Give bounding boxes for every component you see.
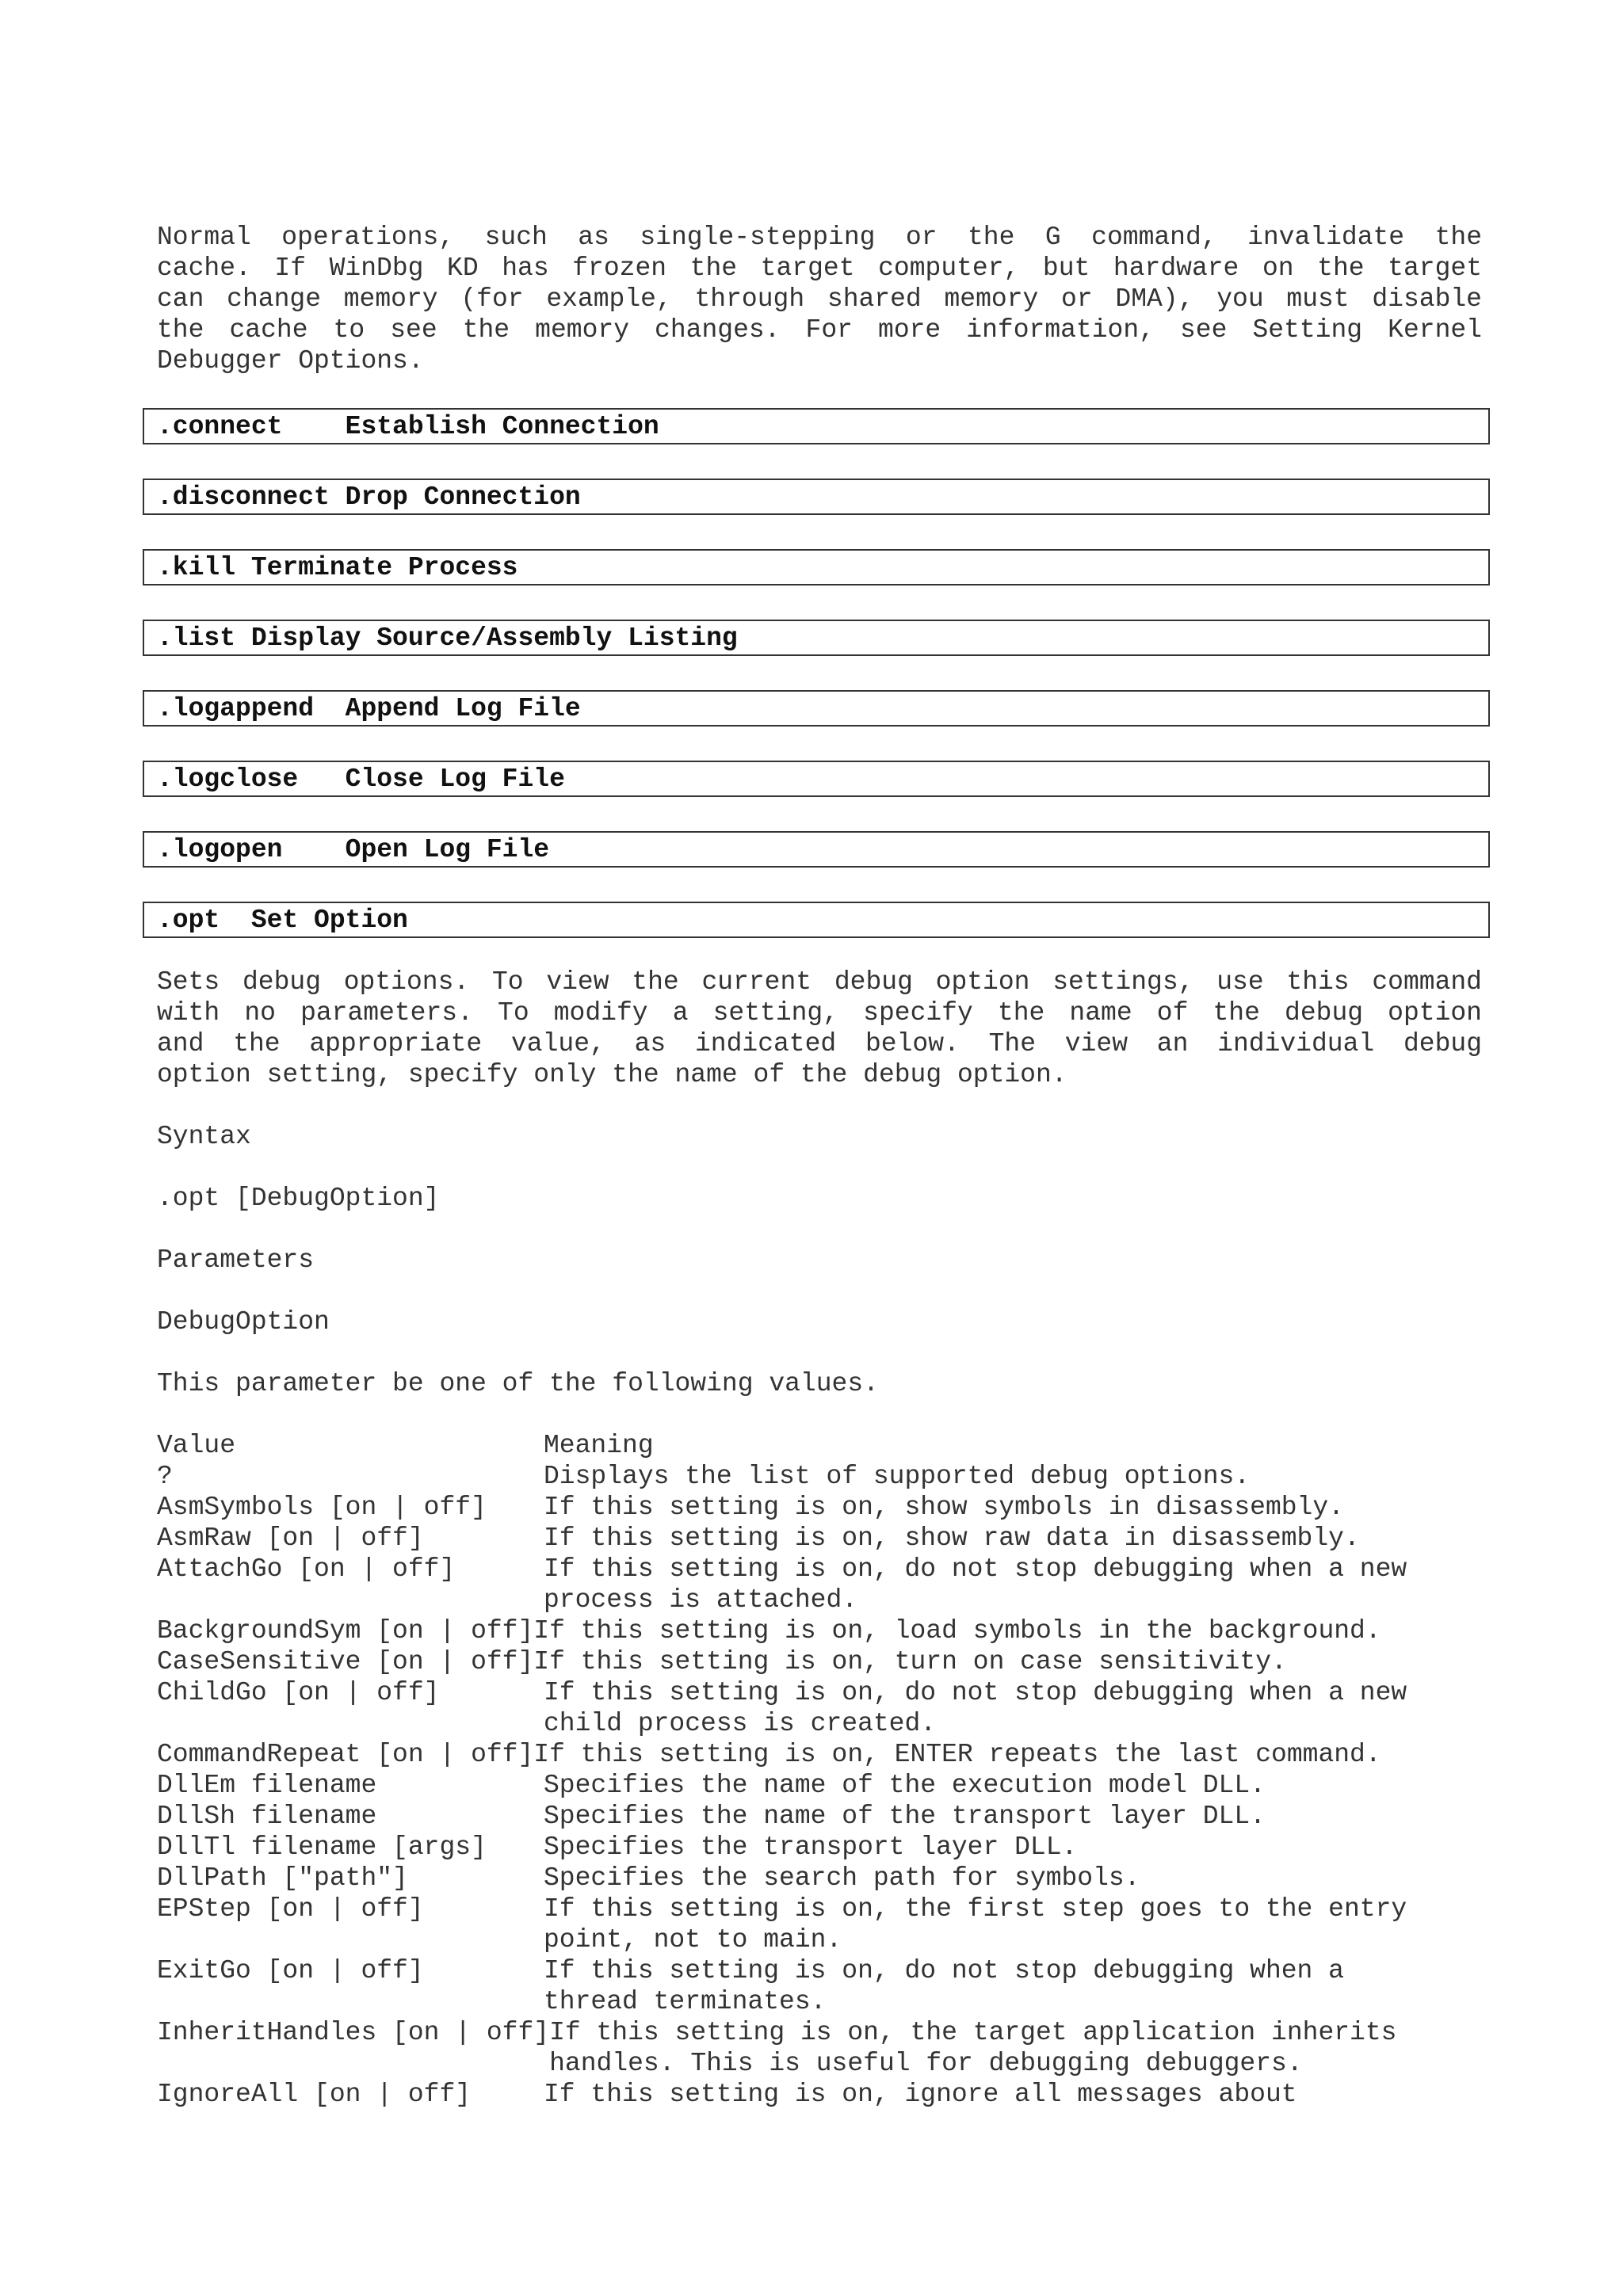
- description-line: Sets debug options. To view the current debug option settings, use this command: [157, 967, 1482, 997]
- option-meaning: [544, 1770, 1266, 1801]
- table-row: [157, 1770, 1482, 1801]
- meaning-line: If this setting is on, turn on case sensitivity.: [533, 1647, 1287, 1676]
- meaning-line: If this setting is on, do not stop debugging when a new: [544, 1678, 1407, 1707]
- meaning-line: If this setting is on, the target application inherits: [549, 2018, 1397, 2047]
- option-meaning: [549, 2017, 1396, 2079]
- option-value: DllPath ["path"]: [157, 1863, 408, 1893]
- option-meaning: [544, 1492, 1344, 1523]
- option-value: DllSh filename: [157, 1802, 377, 1831]
- table-row: [157, 1955, 1482, 2017]
- option-value: AttachGo [on | off]: [157, 1554, 456, 1584]
- meaning-line: If this setting is on, ignore all messages about: [544, 2080, 1297, 2109]
- option-value: ChildGo [on | off]: [157, 1678, 440, 1707]
- table-row: [157, 2017, 1482, 2079]
- option-value: CaseSensitive [on | off]: [157, 1647, 534, 1676]
- table-row: [157, 1461, 1482, 1492]
- table-row: [157, 2079, 1482, 2110]
- heading-logopen: .logopen Open Log File: [143, 831, 1490, 868]
- table-row: [157, 1492, 1482, 1523]
- meaning-line: point, not to main.: [544, 1925, 842, 1955]
- option-meaning: [544, 1801, 1266, 1832]
- table-row: [157, 1832, 1482, 1863]
- meaning-line: thread terminates.: [544, 1987, 827, 2016]
- option-value: ExitGo [on | off]: [157, 1956, 424, 1985]
- description-line: and the appropriate value, as indicated below. The view an individual debug: [157, 1029, 1482, 1058]
- parameters-label: Parameters: [157, 1245, 315, 1275]
- meaning-line: process is attached.: [544, 1585, 858, 1615]
- heading-logappend: .logappend Append Log File: [143, 690, 1490, 727]
- option-value: CommandRepeat [on | off]: [157, 1740, 534, 1769]
- table-row: [157, 1894, 1482, 1955]
- heading-connect: .connect Establish Connection: [143, 408, 1490, 444]
- meaning-line: If this setting is on, ENTER repeats the last command.: [533, 1740, 1381, 1769]
- meaning-line: If this setting is on, show raw data in disassembly.: [544, 1524, 1360, 1553]
- option-meaning: [533, 1646, 1287, 1677]
- option-value: DllEm filename: [157, 1771, 377, 1800]
- syntax-text: .opt [DebugOption]: [157, 1184, 440, 1213]
- option-value: DllTl filename [args]: [157, 1833, 487, 1862]
- option-meaning: [544, 1863, 1140, 1894]
- syntax-label: Syntax: [157, 1122, 251, 1151]
- opt-description: [157, 967, 1482, 1090]
- table-row: [157, 1523, 1482, 1554]
- intro-paragraph: [157, 222, 1482, 376]
- table-row: [157, 1801, 1482, 1832]
- option-value: InheritHandles [on | off]: [157, 2018, 550, 2047]
- heading-opt: .opt Set Option: [143, 902, 1490, 938]
- header-value: Value: [157, 1431, 236, 1460]
- meaning-line: If this setting is on, show symbols in disassembly.: [544, 1493, 1344, 1522]
- meaning-line: Displays the list of supported debug options.: [544, 1462, 1251, 1491]
- document-page: [157, 222, 1482, 2110]
- table-header-row: [157, 1430, 1482, 1461]
- option-meaning: [544, 1554, 1407, 1615]
- option-meaning: [544, 1832, 1077, 1863]
- option-meaning: [544, 1677, 1407, 1739]
- intro-line: can change memory (for example, through shared memory or DMA), you must disable: [157, 284, 1482, 314]
- meaning-line: Specifies the search path for symbols.: [544, 1863, 1140, 1893]
- header-meaning: Meaning: [544, 1431, 654, 1460]
- option-meaning: [533, 1615, 1381, 1646]
- option-value: IgnoreAll [on | off]: [157, 2080, 472, 2109]
- description-line: option setting, specify only the name of the debug option.: [157, 1060, 1067, 1089]
- meaning-line: If this setting is on, do not stop debugging when a: [544, 1956, 1344, 1985]
- meaning-line: If this setting is on, load symbols in the background.: [533, 1616, 1381, 1646]
- heading-list: .list Display Source/Assembly Listing: [143, 620, 1490, 656]
- options-table: [157, 1430, 1482, 2110]
- meaning-line: Specifies the name of the execution model DLL.: [544, 1771, 1266, 1800]
- intro-line: cache. If WinDbg KD has frozen the target computer, but hardware on the target: [157, 254, 1482, 283]
- intro-line: Debugger Options.: [157, 346, 424, 376]
- heading-kill: .kill Terminate Process: [143, 549, 1490, 585]
- heading-logclose: .logclose Close Log File: [143, 761, 1490, 797]
- option-meaning: [544, 2079, 1297, 2110]
- option-meaning: [544, 1523, 1360, 1554]
- intro-line: Normal operations, such as single-stepping or the G command, invalidate the: [157, 223, 1482, 252]
- table-row: [157, 1739, 1482, 1770]
- meaning-line: If this setting is on, do not stop debugging when a new: [544, 1554, 1407, 1584]
- table-row: [157, 1677, 1482, 1739]
- table-row: [157, 1554, 1482, 1615]
- table-row: [157, 1863, 1482, 1894]
- option-meaning: [544, 1955, 1344, 2017]
- meaning-line: Specifies the transport layer DLL.: [544, 1833, 1078, 1862]
- table-row: [157, 1615, 1482, 1646]
- option-meaning: [544, 1461, 1250, 1492]
- description-line: with no parameters. To modify a setting, specify the name of the debug option: [157, 998, 1482, 1028]
- option-value: AsmRaw [on | off]: [157, 1524, 424, 1553]
- param-name: DebugOption: [157, 1307, 330, 1337]
- table-row: [157, 1646, 1482, 1677]
- meaning-line: If this setting is on, the first step goes to the entry: [544, 1894, 1407, 1924]
- meaning-line: child process is created.: [544, 1709, 937, 1738]
- meaning-line: handles. This is useful for debugging debuggers.: [549, 2049, 1303, 2078]
- param-description: This parameter be one of the following values.: [157, 1369, 879, 1398]
- option-value: ?: [157, 1462, 173, 1491]
- option-value: EPStep [on | off]: [157, 1894, 424, 1924]
- meaning-line: Specifies the name of the transport layer DLL.: [544, 1802, 1266, 1831]
- option-value: BackgroundSym [on | off]: [157, 1616, 534, 1646]
- heading-disconnect: .disconnect Drop Connection: [143, 479, 1490, 515]
- option-meaning: [544, 1894, 1407, 1955]
- option-value: AsmSymbols [on | off]: [157, 1493, 487, 1522]
- option-meaning: [533, 1739, 1381, 1770]
- intro-line: the cache to see the memory changes. For more information, see Setting Kernel: [157, 315, 1482, 345]
